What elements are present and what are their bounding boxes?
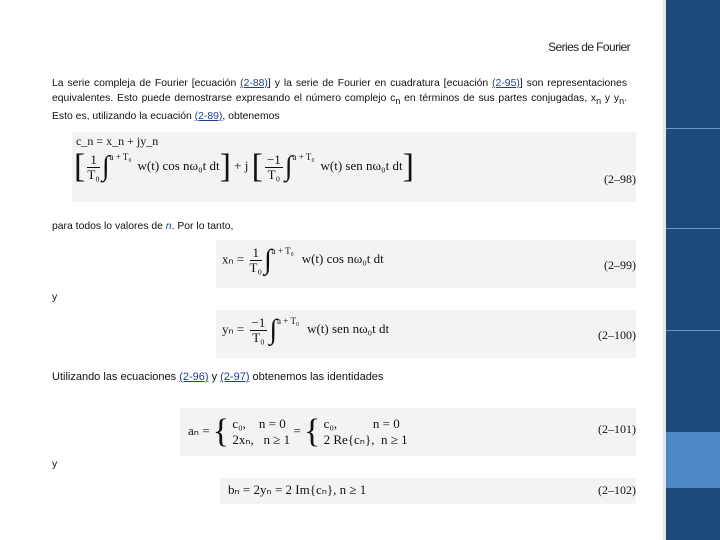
sidebar-divider — [666, 128, 720, 129]
connector-y-1: y — [52, 292, 58, 303]
sidebar-accent-block — [666, 432, 720, 488]
link-eq-2-89[interactable]: (2-89) — [194, 111, 223, 123]
intro-paragraph: La serie compleja de Fourier [ecuación (2-88)] y la serie de Fourier en cuadratura [ecuación (2-95)] son representaciones equivalentes. Esto puede demostrarse expresando el número complejo $c_n$ en términos de sus partes conjugadas, $x_n$ y $y_n$. Esto es, utilizando la ecuación (2-89), obtenemos — [52, 78, 628, 123]
equation-2-100 — [216, 310, 636, 358]
equation-2-101 — [180, 408, 636, 456]
eq99-number: (2–99) — [604, 258, 636, 272]
sidebar-divider — [666, 228, 720, 229]
link-eq-2-88[interactable]: (2-88) — [240, 78, 268, 89]
connector-y-2: y — [52, 459, 58, 470]
eq100-body: yₙ = $\frac{-1}{\text{T₀}}$ ∫$^{a + T_0}$w(t) sen nω₀t dt — [222, 314, 390, 346]
eq100-number: (2–100) — [598, 328, 636, 342]
sidebar-divider — [666, 330, 720, 331]
equation-2-102 — [220, 478, 636, 504]
eq99-body: xₙ = $\frac{1}{\text{T₀}}$ ∫$^{a + T_0}$w(t) cos nω₀t dt — [222, 244, 384, 276]
equation-2-99 — [216, 240, 636, 288]
eq101-number: (2–101) — [598, 422, 636, 436]
eq102-number: (2–102) — [598, 483, 636, 497]
eq98-number: (2–98) — [604, 172, 636, 186]
paragraph-3: Utilizando las ecuaciones (2-96) y (2-97) obtenemos las identidades — [52, 371, 384, 383]
link-eq-2-97[interactable]: (2-97) — [220, 371, 250, 383]
link-eq-2-95[interactable]: (2-95) — [492, 78, 520, 89]
paragraph-2: para todos lo valores de n. Por lo tanto, — [52, 221, 234, 232]
eq98-top-line: c_n = x_n + jy_n — [76, 134, 159, 148]
eq102-body: bₙ = 2yₙ = 2 Im{cₙ}, n ≥ 1 — [228, 482, 367, 497]
slide-title: Series de Fourier — [548, 40, 630, 54]
eq101-body: aₙ = { c₀, n = 0 2xₙ, n ≥ 1 = { c₀, n = 0 2 Re{cₙ}, n ≥ 1 — [188, 413, 408, 450]
equation-2-98 — [72, 132, 636, 202]
eq98-body: [ $\frac{1}{\text{T₀}}$ ∫$^{a + T_0}$w(t) cos nω₀t dt] + j [ $\frac{-1}{\text{T₀}}$ ∫$^{a + T_0}$w(t) sen nω₀t dt] — [74, 148, 414, 185]
link-eq-2-96[interactable]: (2-96) — [179, 371, 209, 383]
